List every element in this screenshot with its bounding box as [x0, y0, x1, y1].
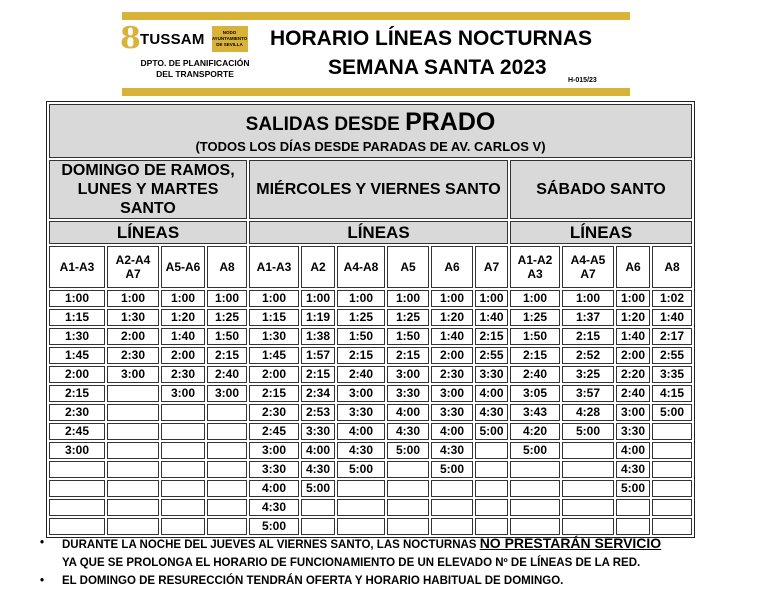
- time-cell: 2:15: [562, 328, 614, 345]
- time-cell: [207, 423, 247, 440]
- note2-text: EL DOMINGO DE RESURECCIÓN TENDRÁN OFERTA Y HORARIO HABITUAL DE DOMINGO.: [62, 575, 564, 587]
- group-header-sabado: SÁBADO SANTO: [510, 160, 692, 219]
- time-cell: 2:30: [249, 404, 299, 421]
- table-row: [49, 347, 692, 364]
- time-cell: [475, 480, 508, 497]
- time-cell: 1:00: [49, 290, 105, 307]
- time-cell: 1:30: [249, 328, 299, 345]
- column-header-row: [49, 246, 692, 288]
- time-cell: [652, 442, 692, 459]
- time-cell: [562, 480, 614, 497]
- column-header: A2: [301, 246, 335, 288]
- time-cell: 2:40: [337, 366, 385, 383]
- time-cell: [431, 499, 473, 516]
- time-cell: 4:00: [387, 404, 429, 421]
- time-cell: 5:00: [475, 423, 508, 440]
- table-row: [49, 499, 692, 516]
- time-cell: 2:30: [107, 347, 159, 364]
- time-cell: [207, 480, 247, 497]
- time-cell: 2:55: [652, 347, 692, 364]
- time-cell: 1:30: [49, 328, 105, 345]
- schedule-table: [46, 101, 695, 538]
- lineas-label: LÍNEAS: [49, 221, 247, 244]
- top-accent-bar: [122, 12, 630, 20]
- time-cell: 2:40: [510, 366, 560, 383]
- time-cell: 3:30: [431, 404, 473, 421]
- time-cell: 5:00: [510, 442, 560, 459]
- time-cell: 2:40: [616, 385, 650, 402]
- time-cell: 5:00: [301, 480, 335, 497]
- time-cell: 2:53: [301, 404, 335, 421]
- time-cell: 2:15: [387, 347, 429, 364]
- time-cell: 1:00: [475, 290, 508, 307]
- time-cell: 1:50: [387, 328, 429, 345]
- time-cell: 2:15: [249, 385, 299, 402]
- time-cell: [562, 518, 614, 535]
- time-cell: 4:30: [616, 461, 650, 478]
- time-cell: [431, 518, 473, 535]
- time-cell: 1:15: [49, 309, 105, 326]
- time-cell: 4:00: [431, 423, 473, 440]
- page-title-line1: HORARIO LÍNEAS NOCTURNAS: [270, 27, 593, 50]
- time-cell: [107, 423, 159, 440]
- time-cell: [161, 499, 205, 516]
- time-cell: [510, 499, 560, 516]
- time-cell: [161, 461, 205, 478]
- time-cell: 3:35: [652, 366, 692, 383]
- time-cell: 3:00: [616, 404, 650, 421]
- time-cell: 3:43: [510, 404, 560, 421]
- time-cell: [652, 423, 692, 440]
- time-cell: 3:57: [562, 385, 614, 402]
- table-row: [49, 518, 692, 535]
- time-cell: 1:30: [107, 309, 159, 326]
- time-cell: [652, 518, 692, 535]
- department-label: DPTO. DE PLANIFICACIÓN DEL TRANSPORTE: [140, 58, 250, 79]
- time-cell: 1:00: [431, 290, 473, 307]
- time-cell: 1:00: [161, 290, 205, 307]
- time-cell: 1:15: [249, 309, 299, 326]
- logo-eight-mark: 8: [120, 21, 141, 56]
- lineas-label: LÍNEAS: [249, 221, 508, 244]
- time-cell: 2:30: [161, 366, 205, 383]
- time-cell: 4:20: [510, 423, 560, 440]
- table-row: [49, 442, 692, 459]
- time-cell: 1:40: [161, 328, 205, 345]
- departure-header: [49, 104, 692, 158]
- page-title-line2: SEMANA SANTA 2023: [328, 56, 547, 79]
- time-cell: 2:20: [616, 366, 650, 383]
- logo-wordmark: TUSSAM: [140, 30, 205, 48]
- lineas-label: LÍNEAS: [510, 221, 692, 244]
- time-cell: 3:00: [161, 385, 205, 402]
- time-cell: [562, 499, 614, 516]
- time-cell: 1:50: [337, 328, 385, 345]
- column-header: A2-A4 A7: [107, 246, 159, 288]
- time-cell: 1:20: [616, 309, 650, 326]
- time-cell: [475, 518, 508, 535]
- time-cell: [652, 480, 692, 497]
- time-cell: [337, 480, 385, 497]
- time-cell: [49, 461, 105, 478]
- note1-continuation: YA QUE SE PROLONGA EL HORARIO DE FUNCIONAMIENTO DE UN ELEVADO Nº DE LÍNEAS DE LA RED.: [62, 557, 641, 569]
- note-item: [40, 534, 661, 554]
- time-cell: 2:30: [431, 366, 473, 383]
- time-cell: 2:00: [107, 328, 159, 345]
- time-cell: [107, 385, 159, 402]
- time-cell: 1:00: [562, 290, 614, 307]
- time-cell: [475, 461, 508, 478]
- time-cell: 4:15: [652, 385, 692, 402]
- table-row: [49, 290, 692, 307]
- time-cell: 1:25: [207, 309, 247, 326]
- time-cell: 1:00: [249, 290, 299, 307]
- time-cell: [107, 461, 159, 478]
- time-cell: 4:00: [249, 480, 299, 497]
- time-cell: 1:19: [301, 309, 335, 326]
- time-cell: [387, 480, 429, 497]
- time-cell: [207, 518, 247, 535]
- time-cell: 2:17: [652, 328, 692, 345]
- departure-subtitle: (TODOS LOS DÍAS DESDE PARADAS DE AV. CARLOS V): [195, 139, 546, 154]
- time-cell: 4:30: [387, 423, 429, 440]
- time-cell: [107, 404, 159, 421]
- time-cell: 3:30: [387, 385, 429, 402]
- time-cell: [107, 518, 159, 535]
- table-row: [49, 423, 692, 440]
- time-cell: [161, 442, 205, 459]
- time-cell: 1:37: [562, 309, 614, 326]
- time-cell: 3:25: [562, 366, 614, 383]
- time-cell: 3:00: [431, 385, 473, 402]
- time-cell: [301, 499, 335, 516]
- time-cell: [49, 518, 105, 535]
- time-cell: 4:30: [249, 499, 299, 516]
- time-cell: 3:30: [301, 423, 335, 440]
- time-cell: [49, 499, 105, 516]
- time-cell: 2:15: [337, 347, 385, 364]
- time-cell: 1:25: [337, 309, 385, 326]
- time-cell: [161, 404, 205, 421]
- time-cell: 3:30: [249, 461, 299, 478]
- bottom-accent-bar: [122, 88, 630, 96]
- table-row: [49, 480, 692, 497]
- column-header: A6: [431, 246, 473, 288]
- time-cell: 1:20: [431, 309, 473, 326]
- column-header: A4-A8: [337, 246, 385, 288]
- time-cell: 5:00: [337, 461, 385, 478]
- time-cell: [562, 442, 614, 459]
- bullet-icon: •: [40, 575, 45, 587]
- table-row: [49, 366, 692, 383]
- time-cell: 1:40: [652, 309, 692, 326]
- time-cell: 1:00: [107, 290, 159, 307]
- time-cell: 1:50: [510, 328, 560, 345]
- time-cell: [510, 461, 560, 478]
- table-row: [49, 385, 692, 402]
- time-cell: 1:25: [510, 309, 560, 326]
- no-service-warning: NO PRESTARÁN SERVICIO: [479, 535, 662, 551]
- time-cell: 1:40: [431, 328, 473, 345]
- time-cell: 2:15: [207, 347, 247, 364]
- time-cell: 1:00: [337, 290, 385, 307]
- time-cell: 3:00: [387, 366, 429, 383]
- time-cell: 2:55: [475, 347, 508, 364]
- column-header: A7: [475, 246, 508, 288]
- time-cell: [475, 499, 508, 516]
- time-cell: 2:34: [301, 385, 335, 402]
- time-cell: 1:00: [510, 290, 560, 307]
- time-cell: 3:00: [337, 385, 385, 402]
- time-cell: 3:05: [510, 385, 560, 402]
- time-cell: 2:45: [49, 423, 105, 440]
- time-cell: 2:15: [49, 385, 105, 402]
- time-cell: 1:40: [475, 309, 508, 326]
- column-header: A6: [616, 246, 650, 288]
- table-row: [49, 461, 692, 478]
- column-header: A4-A5 A7: [562, 246, 614, 288]
- time-cell: [207, 442, 247, 459]
- time-cell: 1:20: [161, 309, 205, 326]
- time-cell: 4:30: [301, 461, 335, 478]
- time-cell: 3:30: [337, 404, 385, 421]
- column-header: A5: [387, 246, 429, 288]
- time-cell: 2:15: [510, 347, 560, 364]
- time-cell: 2:00: [616, 347, 650, 364]
- time-cell: [207, 404, 247, 421]
- time-cell: 5:00: [652, 404, 692, 421]
- time-cell: [107, 499, 159, 516]
- time-cell: 5:00: [431, 461, 473, 478]
- time-cell: [161, 518, 205, 535]
- column-header: A5-A6: [161, 246, 205, 288]
- time-cell: 2:00: [49, 366, 105, 383]
- time-cell: 3:30: [616, 423, 650, 440]
- time-cell: [161, 423, 205, 440]
- time-cell: 1:38: [301, 328, 335, 345]
- time-cell: 4:30: [337, 442, 385, 459]
- group-header-miercoles-viernes: MIÉRCOLES Y VIERNES SANTO: [249, 160, 508, 219]
- time-cell: [207, 499, 247, 516]
- time-cell: 3:00: [249, 442, 299, 459]
- note-item: [40, 572, 661, 590]
- time-cell: 1:00: [207, 290, 247, 307]
- time-cell: 1:45: [49, 347, 105, 364]
- document-code: H-015/23: [568, 77, 597, 84]
- time-cell: 3:00: [49, 442, 105, 459]
- time-cell: 1:45: [249, 347, 299, 364]
- time-cell: [49, 480, 105, 497]
- note1-text: DURANTE LA NOCHE DEL JUEVES AL VIERNES SANTO, LAS NOCTURNAS: [62, 539, 477, 551]
- time-cell: 4:00: [475, 385, 508, 402]
- time-cell: 4:00: [301, 442, 335, 459]
- ayuntamiento-seal: NODO AYUNTAMIENTO DE SEVILLA: [212, 26, 248, 52]
- column-header: A8: [207, 246, 247, 288]
- time-cell: [337, 499, 385, 516]
- time-cell: 1:00: [387, 290, 429, 307]
- time-cell: 3:00: [107, 366, 159, 383]
- time-cell: [616, 499, 650, 516]
- table-row: [49, 404, 692, 421]
- column-header: A1-A2 A3: [510, 246, 560, 288]
- time-cell: 1:00: [301, 290, 335, 307]
- time-cell: 1:57: [301, 347, 335, 364]
- time-cell: [510, 518, 560, 535]
- time-cell: 4:30: [475, 404, 508, 421]
- time-cell: 2:40: [207, 366, 247, 383]
- time-cell: [301, 518, 335, 535]
- group-header-ramos: DOMINGO DE RAMOS, LUNES Y MARTES SANTO: [49, 160, 247, 219]
- column-header: A1-A3: [49, 246, 105, 288]
- time-cell: 4:28: [562, 404, 614, 421]
- time-cell: [207, 461, 247, 478]
- time-cell: 1:00: [616, 290, 650, 307]
- departure-place: PRADO: [405, 108, 496, 136]
- time-cell: [387, 461, 429, 478]
- time-cell: [475, 442, 508, 459]
- time-cell: 3:00: [207, 385, 247, 402]
- time-cell: [652, 499, 692, 516]
- time-cell: 5:00: [616, 480, 650, 497]
- time-cell: 2:00: [161, 347, 205, 364]
- time-cell: 1:40: [616, 328, 650, 345]
- time-cell: 2:15: [301, 366, 335, 383]
- time-cell: [337, 518, 385, 535]
- time-cell: [562, 461, 614, 478]
- time-cell: 2:15: [475, 328, 508, 345]
- time-cell: 4:00: [337, 423, 385, 440]
- time-cell: 2:30: [49, 404, 105, 421]
- time-cell: [161, 480, 205, 497]
- table-row: [49, 309, 692, 326]
- time-cell: 4:00: [616, 442, 650, 459]
- table-row: [49, 328, 692, 345]
- time-cell: 2:00: [249, 366, 299, 383]
- column-header: A8: [652, 246, 692, 288]
- time-cell: 1:50: [207, 328, 247, 345]
- time-cell: 2:52: [562, 347, 614, 364]
- time-cell: 1:02: [652, 290, 692, 307]
- time-cell: [387, 499, 429, 516]
- bullet-icon: •: [40, 537, 45, 549]
- time-cell: 5:00: [562, 423, 614, 440]
- time-cell: 2:00: [431, 347, 473, 364]
- column-header: A1-A3: [249, 246, 299, 288]
- time-cell: [510, 480, 560, 497]
- time-cell: 1:25: [387, 309, 429, 326]
- time-cell: [431, 480, 473, 497]
- salidas-label: SALIDAS DESDE: [245, 114, 400, 135]
- time-cell: 3:30: [475, 366, 508, 383]
- time-cell: 5:00: [249, 518, 299, 535]
- time-cell: 5:00: [387, 442, 429, 459]
- time-cell: [107, 442, 159, 459]
- time-cell: [616, 518, 650, 535]
- time-cell: 2:45: [249, 423, 299, 440]
- time-cell: [387, 518, 429, 535]
- time-cell: [107, 480, 159, 497]
- notes-section: [40, 534, 661, 590]
- time-cell: 4:30: [431, 442, 473, 459]
- time-cell: [652, 461, 692, 478]
